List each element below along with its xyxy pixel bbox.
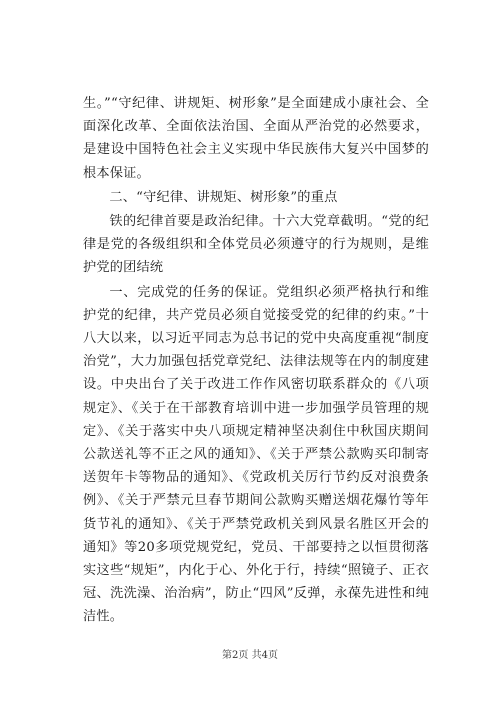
section-heading: 二、“守纪律、讲规矩、树形象”的重点 — [109, 189, 338, 205]
paragraph-political-discipline: 铁的纪律首要是政治纪律。十六大党章截明。“党的纪律是党的各级组织和全体党员必须遵守的行为规则，是维护党的团结统 — [83, 214, 429, 276]
paragraph-continuation: 生。”“守纪律、讲规矩、树形象”是全面建成小康社会、全面深化改革、全面依法治国、全面从严治党的必然要求，是建设中国特色社会主义实现中华民族伟大复兴中国梦的根本保证。 — [83, 96, 429, 181]
body-text — [83, 92, 429, 630]
page-footer: 第2页 共4页 — [222, 650, 278, 661]
paragraph-party-regulations: 一、完成党的任务的保证。党组织必须严格执行和维护党的纪律，共产党员必须自觉接受党的纪律的约束。”十八大以来，以习近平同志为总书记的党中央高度重视“制度治党”，大力加强包括党章党纪、法律法规等在内的制度建设。中央出台了关于改进工作作风密切联系群众的《八项规定》、《关于在干部教育培训中进一步加强学员管理的规定》、《关于落实中央八项规定精神坚决刹住中秋国庆期间公款送礼等不正之风的通知》、《关于严禁公款购买印制寄送贺年卡等物品的通知》、《党政机关厉行节约反对浪费条例》、《关于严禁元旦春节期间公款购买赠送烟花爆竹等年货节礼的通知》、《关于严禁党政机关到风景名胜区开会的通知》等20多项党规党纪，党员、干部要持之以恒贯彻落实这些“规矩”，内化于心、外化于行，持续“照镜子、正衣冠、洗洗澡、治治病”，防止“四风”反弹，永葆先进性和纯洁性。 — [83, 284, 429, 625]
